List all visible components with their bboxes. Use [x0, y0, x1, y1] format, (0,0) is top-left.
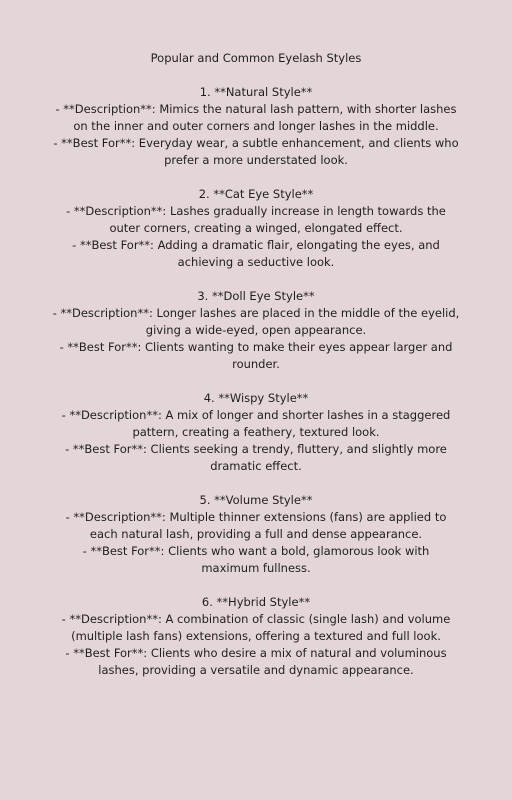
- style-heading: 3. **Doll Eye Style**: [197, 289, 315, 303]
- style-description: - **Description**: Lashes gradually increase in length towards the outer corners, creating a winged, elongated effect.: [66, 204, 446, 235]
- document-title: Popular and Common Eyelash Styles: [150, 51, 362, 65]
- style-best-for: - **Best For**: Clients who desire a mix of natural and voluminous lashes, providing a versatile and dynamic appearance.: [65, 646, 447, 677]
- style-best-for: - **Best For**: Clients who want a bold, glamorous look with maximum fullness.: [82, 544, 430, 575]
- style-heading: 5. **Volume Style**: [199, 493, 313, 507]
- style-heading: 2. **Cat Eye Style**: [198, 187, 314, 201]
- style-heading: 4. **Wispy Style**: [203, 391, 309, 405]
- style-description: - **Description**: A combination of classic (single lash) and volume (multiple lash fans) extensions, offering a textured and full look.: [61, 612, 451, 643]
- style-best-for: - **Best For**: Clients seeking a trendy, fluttery, and slightly more dramatic effect.: [65, 442, 447, 473]
- style-description: - **Description**: Longer lashes are placed in the middle of the eyelid, giving a wide-eyed, open appearance.: [52, 306, 460, 337]
- style-section-natural: [52, 84, 460, 169]
- style-section-hybrid: [52, 594, 460, 679]
- style-description: - **Description**: Mimics the natural lash pattern, with shorter lashes on the inner and outer corners and longer lashes in the middle.: [55, 102, 457, 133]
- style-section-volume: [52, 492, 460, 577]
- style-section-wispy: [52, 390, 460, 475]
- style-section-cat-eye: [52, 186, 460, 271]
- style-section-doll-eye: [52, 288, 460, 373]
- style-description: - **Description**: Multiple thinner extensions (fans) are applied to each natural lash, providing a full and dense appearance.: [65, 510, 447, 541]
- style-best-for: - **Best For**: Adding a dramatic flair, elongating the eyes, and achieving a seductive look.: [72, 238, 440, 269]
- style-heading: 1. **Natural Style**: [199, 85, 313, 99]
- style-best-for: - **Best For**: Everyday wear, a subtle enhancement, and clients who prefer a more understated look.: [53, 136, 459, 167]
- style-best-for: - **Best For**: Clients wanting to make their eyes appear larger and rounder.: [59, 340, 453, 371]
- style-heading: 6. **Hybrid Style**: [201, 595, 311, 609]
- style-description: - **Description**: A mix of longer and shorter lashes in a staggered pattern, creating a feathery, textured look.: [61, 408, 451, 439]
